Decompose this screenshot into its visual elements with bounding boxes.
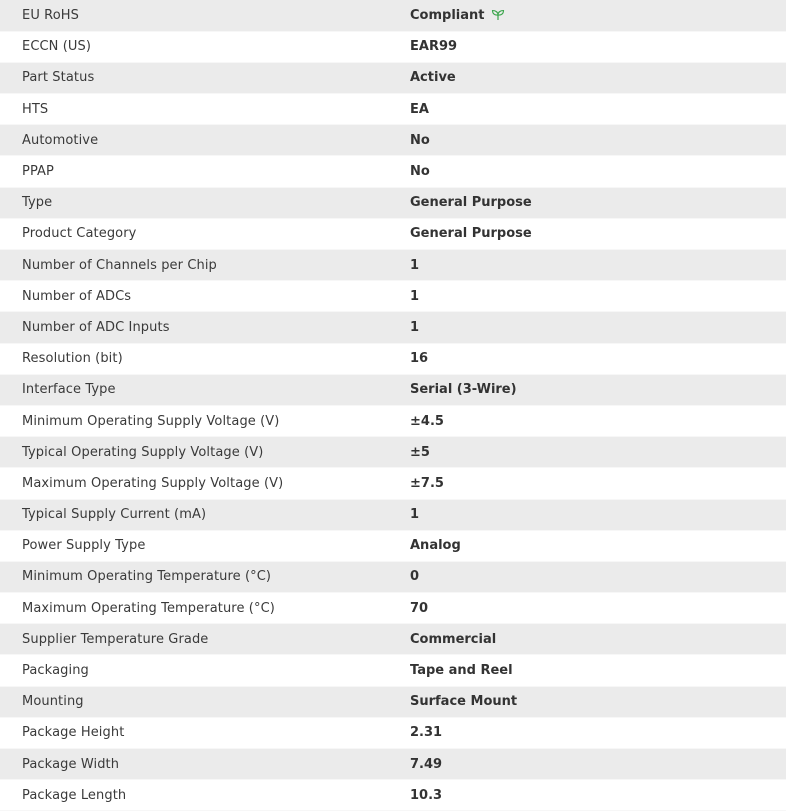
spec-row-eccn [0, 31, 786, 62]
spec-label: Product Category [0, 218, 410, 249]
leaf-icon [491, 9, 505, 21]
spec-label: Automotive [0, 125, 410, 156]
spec-value: Serial (3-Wire) [410, 374, 786, 405]
spec-value: 7.49 [410, 749, 786, 780]
spec-label: Interface Type [0, 374, 410, 405]
spec-row-package-width [0, 749, 786, 780]
spec-row-resolution [0, 343, 786, 374]
spec-value: 1 [410, 281, 786, 312]
spec-value: 2.31 [410, 717, 786, 748]
spec-value: ±4.5 [410, 405, 786, 436]
spec-label: Package Length [0, 780, 410, 811]
spec-value: 1 [410, 250, 786, 281]
spec-label: PPAP [0, 156, 410, 187]
spec-row-automotive [0, 125, 786, 156]
spec-row-eu-rohs [0, 0, 786, 31]
spec-row-interface-type [0, 374, 786, 405]
spec-label: HTS [0, 94, 410, 125]
spec-row-hts [0, 94, 786, 125]
spec-label: Package Width [0, 749, 410, 780]
spec-label: Supplier Temperature Grade [0, 624, 410, 655]
spec-label: Typical Operating Supply Voltage (V) [0, 437, 410, 468]
spec-value: General Purpose [410, 187, 786, 218]
spec-value: General Purpose [410, 218, 786, 249]
spec-value: 1 [410, 312, 786, 343]
spec-label: Typical Supply Current (mA) [0, 499, 410, 530]
spec-row-package-length [0, 780, 786, 811]
spec-label: Minimum Operating Temperature (°C) [0, 561, 410, 592]
spec-value: 16 [410, 343, 786, 374]
spec-row-mounting [0, 686, 786, 717]
spec-row-supply-current [0, 499, 786, 530]
spec-label: EU RoHS [0, 0, 410, 31]
spec-value: 70 [410, 593, 786, 624]
spec-label: Mounting [0, 686, 410, 717]
spec-value: No [410, 156, 786, 187]
spec-row-ppap [0, 156, 786, 187]
spec-label: Power Supply Type [0, 530, 410, 561]
spec-label: Packaging [0, 655, 410, 686]
spec-value: ±5 [410, 437, 786, 468]
spec-label: Maximum Operating Temperature (°C) [0, 593, 410, 624]
spec-row-power-supply-type [0, 530, 786, 561]
spec-label: Resolution (bit) [0, 343, 410, 374]
spec-row-number-of-adcs [0, 281, 786, 312]
spec-label: Number of ADC Inputs [0, 312, 410, 343]
spec-row-channels-per-chip [0, 250, 786, 281]
spec-value: 0 [410, 561, 786, 592]
spec-label: Package Height [0, 717, 410, 748]
spec-row-package-height [0, 717, 786, 748]
spec-row-temp-grade [0, 624, 786, 655]
spec-label: Maximum Operating Supply Voltage (V) [0, 468, 410, 499]
spec-label: Part Status [0, 62, 410, 93]
spec-value: Tape and Reel [410, 655, 786, 686]
spec-row-type [0, 187, 786, 218]
spec-label: Type [0, 187, 410, 218]
spec-label: ECCN (US) [0, 31, 410, 62]
spec-value: ±7.5 [410, 468, 786, 499]
spec-row-min-supply-voltage [0, 405, 786, 436]
spec-row-typ-supply-voltage [0, 437, 786, 468]
spec-row-product-category [0, 218, 786, 249]
spec-label: Number of Channels per Chip [0, 250, 410, 281]
spec-row-max-supply-voltage [0, 468, 786, 499]
spec-label: Minimum Operating Supply Voltage (V) [0, 405, 410, 436]
spec-label: Number of ADCs [0, 281, 410, 312]
spec-value: No [410, 125, 786, 156]
spec-row-adc-inputs [0, 312, 786, 343]
spec-value-cell [410, 0, 786, 31]
spec-value: Analog [410, 530, 786, 561]
spec-value: EAR99 [410, 31, 786, 62]
spec-value: 1 [410, 499, 786, 530]
spec-row-packaging [0, 655, 786, 686]
spec-row-min-operating-temp [0, 561, 786, 592]
spec-row-max-operating-temp [0, 593, 786, 624]
spec-value: 10.3 [410, 780, 786, 811]
spec-value: Compliant [410, 7, 485, 23]
spec-value: Commercial [410, 624, 786, 655]
spec-value: EA [410, 94, 786, 125]
spec-value: Active [410, 62, 786, 93]
spec-row-part-status [0, 62, 786, 93]
spec-value: Surface Mount [410, 686, 786, 717]
